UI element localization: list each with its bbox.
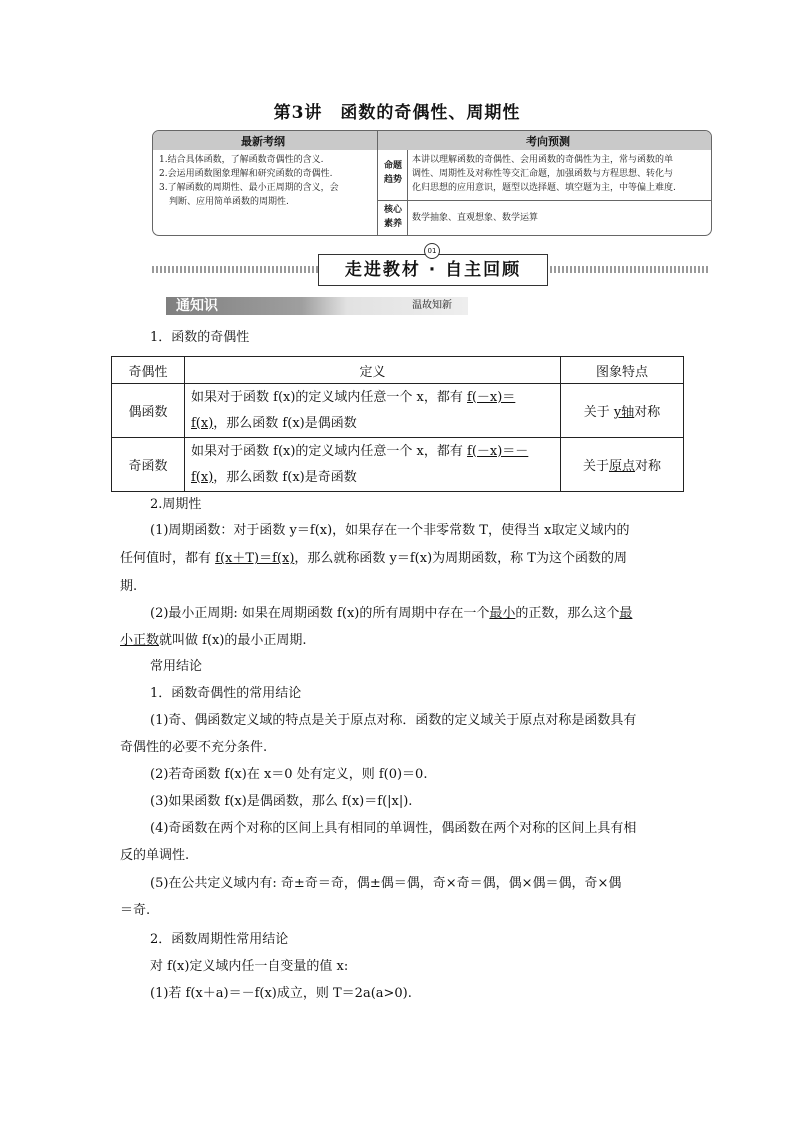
even-feature: 关于 y轴对称 xyxy=(561,384,684,438)
knowledge-tab-label: 通知识 xyxy=(176,298,218,314)
trend-label: 命题 趋势 xyxy=(383,161,402,185)
table-row xyxy=(112,384,684,438)
header-cell: 奇偶性 xyxy=(112,357,185,384)
paragraph-line: (4)奇函数在两个对称的区间上具有相同的单调性，偶函数在两个对称的区间上具有相 xyxy=(150,821,637,836)
column-divider xyxy=(377,131,378,235)
paragraph-line: (1)若 f(x＋a)＝－f(x)成立，则 T＝2a(a>0). xyxy=(150,986,412,1001)
literacy-label: 核心 素养 xyxy=(383,205,402,229)
periodicity-heading: 2.周期性 xyxy=(150,497,202,512)
paragraph-line: 对 f(x)定义域内任一自变量的值 x: xyxy=(150,959,349,974)
odd-definition: 如果对于函数 f(x)的定义域内任意一个 x，都有 f(－x)＝－ f(x)，那么函数 f(x)是奇函数 xyxy=(185,438,561,492)
syllabus-box xyxy=(152,130,712,236)
parity-conclusions-heading: 1．函数奇偶性的常用结论 xyxy=(150,686,302,701)
parity-table xyxy=(111,356,684,492)
page-title: 第3讲 函数的奇偶性、周期性 xyxy=(273,103,521,123)
section-number-badge: 01 xyxy=(424,243,440,259)
trend-text: 本讲以理解函数的奇偶性、会用函数的奇偶性为主，常与函数的单 调性、周期性及对称性等交汇命题，加强函数与方程思想、转化与 化归思想的应用意识，题型以选择题、填空题为主，中等偏上难度. xyxy=(412,155,676,193)
paragraph-line: ＝奇. xyxy=(120,903,151,918)
even-function-name: 偶函数 xyxy=(112,384,185,438)
paragraph-line: (3)如果函数 f(x)是偶函数，那么 f(x)＝f(|x|). xyxy=(150,794,413,809)
syllabus-item: 1.结合具体函数，了解函数奇偶性的含义. xyxy=(159,155,324,165)
paragraph-line: (1)周期函数：对于函数 y＝f(x)，如果存在一个非零常数 T，使得当 x取定义域内的 xyxy=(150,523,630,538)
syllabus-item: 2.会运用函数图象理解和研究函数的奇偶性. xyxy=(159,169,333,179)
section-banner: 走进教材 · 自主回顾 xyxy=(318,254,548,286)
paragraph-line: (2)若奇函数 f(x)在 x＝0 处有定义，则 f(0)＝0. xyxy=(150,767,428,782)
header-cell: 图象特点 xyxy=(561,357,684,384)
banner-stripe-left xyxy=(152,266,318,273)
period-conclusions-heading: 2．函数周期性常用结论 xyxy=(150,932,289,947)
table-header-row xyxy=(112,357,684,384)
row-divider xyxy=(377,200,711,201)
table-row xyxy=(112,438,684,492)
parity-heading: 1．函数的奇偶性 xyxy=(150,330,250,345)
paragraph-line: (1)奇、偶函数定义域的特点是关于原点对称．函数的定义域关于原点对称是函数具有 xyxy=(150,713,637,728)
syllabus-item: 3.了解函数的周期性、最小正周期的含义，会 xyxy=(159,183,339,193)
latest-syllabus-heading: 最新考纲 xyxy=(241,135,285,148)
paragraph-line: 小正数就叫做 f(x)的最小正周期. xyxy=(120,633,307,648)
knowledge-tab-sub: 温故知新 xyxy=(412,300,452,311)
paragraph-line: (2)最小正周期: 如果在周期函数 f(x)的所有周期中存在一个最小的正数，那么这个最 xyxy=(150,606,633,621)
exam-forecast-heading: 考向预测 xyxy=(526,135,570,148)
paragraph-line: 奇偶性的必要不充分条件. xyxy=(120,740,268,755)
header-cell: 定义 xyxy=(185,357,561,384)
literacy-text: 数学抽象、直观想象、数学运算 xyxy=(412,213,539,223)
banner-stripe-right xyxy=(546,266,710,273)
syllabus-list xyxy=(159,153,375,209)
odd-feature: 关于原点对称 xyxy=(561,438,684,492)
paragraph-line: 任何值时，都有 f(x＋T)＝f(x)，那么就称函数 y＝f(x)为周期函数，称 T为这个函数的周 xyxy=(120,551,627,566)
even-definition: 如果对于函数 f(x)的定义域内任意一个 x，都有 f(－x)＝ f(x)，那么函数 f(x)是偶函数 xyxy=(185,384,561,438)
label-divider xyxy=(407,150,408,235)
paragraph-line: 期. xyxy=(120,579,138,594)
paragraph-line: (5)在公共定义域内有: 奇±奇＝奇，偶±偶＝偶，奇×奇＝偶，偶×偶＝偶，奇×偶 xyxy=(150,876,622,891)
syllabus-item: 判断、应用简单函数的周期性. xyxy=(169,197,289,207)
paragraph-line: 反的单调性. xyxy=(120,848,190,863)
syllabus-header-bar xyxy=(153,131,711,150)
common-conclusions-heading: 常用结论 xyxy=(150,659,203,674)
odd-function-name: 奇函数 xyxy=(112,438,185,492)
